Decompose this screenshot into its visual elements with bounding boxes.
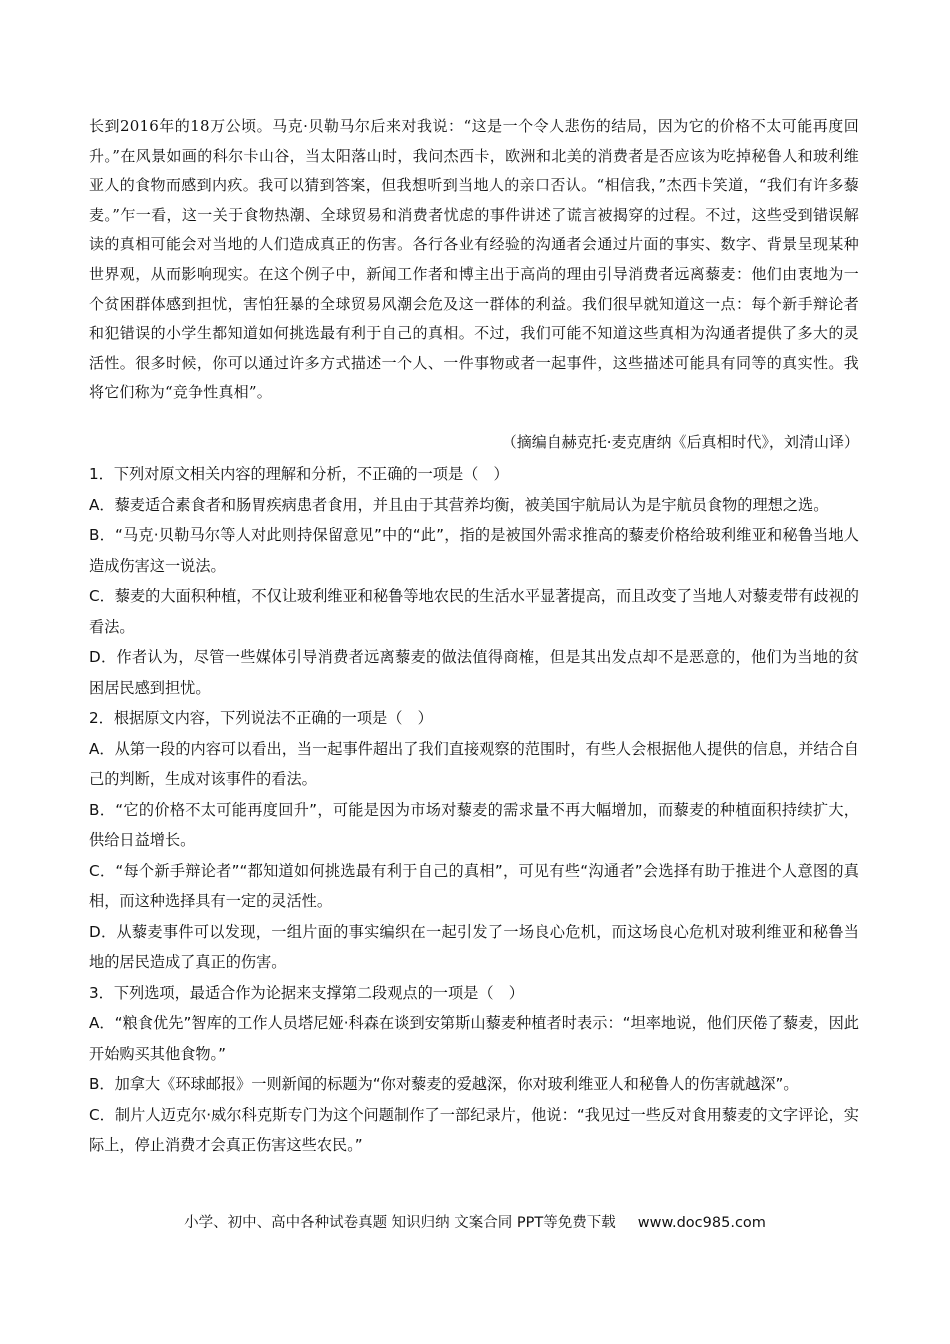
question-3: [89, 978, 859, 1161]
passage-paragraph: 长到2016年的18万公顷。马克·贝勒马尔后来对我说：“这是一个令人悲伤的结局，因为它的价格不太可能再度回升。”在风景如画的科尔卡山谷，当太阳落山时，我问杰西卡，欧洲和北美的消费者是否应该为吃掉秘鲁人和玻利维亚人的食物而感到内疚。我可以猜到答案，但我想听到当地人的亲口否认。“相信我，”杰西卡笑道，“我们有许多藜麦。”乍一看，这一关于食物热潮、全球贸易和消费者忧虑的事件讲述了谎言被揭穿的过程。不过，这些受到错误解读的真相可能会对当地的人们造成真正的伤害。各行各业有经验的沟通者会通过片面的事实、数字、背景呈现某种世界观，从而影响现实。在这个例子中，新闻工作者和博主出于高尚的理由引导消费者远离藜麦：他们由衷地为一个贫困群体感到担忧，害怕狂暴的全球贸易风潮会危及这一群体的利益。我们很早就知道这一点：每个新手辩论者和犯错误的小学生都知道如何挑选最有利于自己的真相。不过，我们可能不知道这些真相为沟通者提供了多大的灵活性。很多时候，你可以通过许多方式描述一个人、一件事物或者一起事件，这些描述可能具有同等的真实性。我将它们称为“竞争性真相”。: [89, 117, 859, 402]
footer-text: 小学、初中、高中各种试卷真题 知识归纳 文案合同 PPT等免费下载: [184, 1215, 616, 1231]
option-a: A．“粮食优先”智库的工作人员塔尼娅·科森在谈到安第斯山藜麦种植者时表示：“坦率地说，他们厌倦了藜麦，因此开始购买其他食物。”: [89, 1014, 859, 1063]
option-c: C．藜麦的大面积种植，不仅让玻利维亚和秘鲁等地农民的生活水平显著提高，而且改变了当地人对藜麦带有歧视的看法。: [89, 587, 859, 636]
option-d: D．作者认为，尽管一些媒体引导消费者远离藜麦的做法值得商榷，但是其出发点却不是恶意的，他们为当地的贫困居民感到担忧。: [89, 648, 859, 697]
question-stem: 2．根据原文内容，下列说法不正确的一项是（ ）: [89, 709, 433, 727]
option-b: B．“它的价格不太可能再度回升”，可能是因为市场对藜麦的需求量不再大幅增加，而藜麦的种植面积持续扩大，供给日益增长。: [89, 800, 859, 849]
option-c: C．“每个新手辩论者”“都知道如何挑选最有利于自己的真相”，可见有些“沟通者”会选择有助于推进个人意图的真相，而这种选择具有一定的灵活性。: [89, 861, 859, 910]
footer-url-link[interactable]: www.doc985.com: [637, 1215, 766, 1231]
option-a: A．从第一段的内容可以看出，当一起事件超出了我们直接观察的范围时，有些人会根据他人提供的信息，并结合自己的判断，生成对该事件的看法。: [89, 739, 859, 788]
option-b: B．“马克·贝勒马尔等人对此则持保留意见”中的“此”，指的是被国外需求推高的藜麦价格给玻利维亚和秘鲁当地人造成伤害这一说法。: [89, 526, 859, 575]
question-stem: 3．下列选项，最适合作为论据来支撑第二段观点的一项是（ ）: [89, 983, 524, 1002]
option-b: B．加拿大《环球邮报》一则新闻的标题为“你对藜麦的爱越深，你对玻利维亚人和秘鲁人的伤害就越深”。: [89, 1075, 799, 1093]
reading-passage: [89, 112, 859, 408]
question-1: [89, 459, 859, 703]
option-d: D．从藜麦事件可以发现，一组片面的事实编织在一起引发了一场良心危机，而这场良心危机对玻利维亚和秘鲁当地的居民造成了真正的伤害。: [89, 922, 859, 971]
question-list: [89, 459, 859, 1161]
option-a: A．藜麦适合素食者和肠胃疾病患者食用，并且由于其营养均衡，被美国宇航局认为是宇航员食物的理想之选。: [89, 495, 829, 514]
passage-source: （摘编自赫克托·麦克唐纳《后真相时代》，刘清山译）: [501, 433, 859, 451]
question-stem: 1．下列对原文相关内容的理解和分析，不正确的一项是（ ）: [89, 465, 509, 483]
page-footer: [0, 1212, 950, 1234]
question-2: [89, 703, 859, 978]
option-c: C．制片人迈克尔·威尔科克斯专门为这个问题制作了一部纪录片，他说：“我见过一些反对食用藜麦的文字评论，实际上，停止消费才会真正伤害这些农民。”: [89, 1105, 859, 1154]
